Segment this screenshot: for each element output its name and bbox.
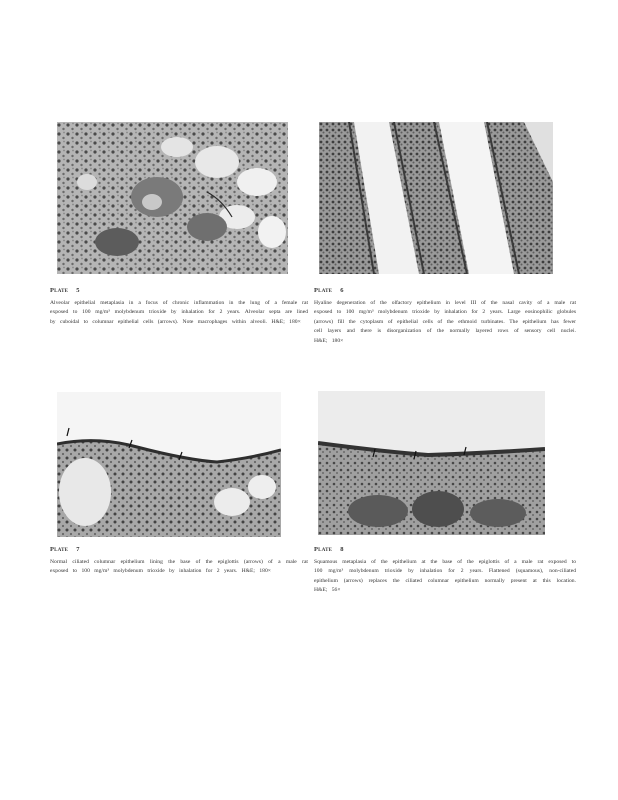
plate-8-caption: [314, 545, 576, 596]
plate-5-micrograph: [57, 122, 288, 274]
plate-8-description: Squamous metaplasia of the epithelium at the base of the epiglottis of a male rat exposed to 100 mg/m³ molybdenum trioxide by inhalation for 2 years. Flattened (squamous), non-ciliated epithelium (arrows) replaces the ciliated columnar epithelium normally present at this location. H&E; 56×: [314, 558, 576, 593]
plate-5-heading: PLATE 5: [50, 287, 80, 294]
plate-8-heading: PLATE 8: [314, 546, 344, 553]
plate-5-description: Alveolar epithelial metaplasia in a focus of chronic inflammation in the lung of a female rat exposed to 100 mg/m³ molybdenum trioxide by inhalation for 2 years. Alveolar septa are lined by cuboidal to columnar epithelial cells (arrows). Note macrophages within alveoli. H&E; 180×: [50, 299, 308, 325]
plate-7-heading: PLATE 7: [50, 546, 80, 553]
plate-7-description: Normal ciliated columnar epithelium lining the base of the epiglottis (arrows) of a male rat exposed to 100 mg/m³ molybdenum trioxide by inhalation for 2 years. H&E; 180×: [50, 558, 308, 574]
plate-6-caption: [314, 286, 576, 346]
plate-6-heading: PLATE 6: [314, 287, 344, 294]
plate-5-caption: [50, 286, 308, 327]
plate-7-micrograph: [57, 392, 281, 537]
plate-8-micrograph: [318, 391, 545, 535]
plate-6-micrograph: [319, 122, 553, 274]
plate-6-description: Hyaline degeneration of the olfactory epithelium in level III of the nasal cavity of a male rat exposed to 100 mg/m³ molybdenum trioxide by inhalation for 2 years. Large eosinophilic globules (arrows) fill the cytoplasm of epithelial cells of the ethmoid turbinates. The epithelium has fewer cell layers and there is disorganization of the normally layered rows of sensory cell nuclei. H&E; 180×: [314, 299, 576, 344]
plate-7-caption: [50, 545, 308, 577]
